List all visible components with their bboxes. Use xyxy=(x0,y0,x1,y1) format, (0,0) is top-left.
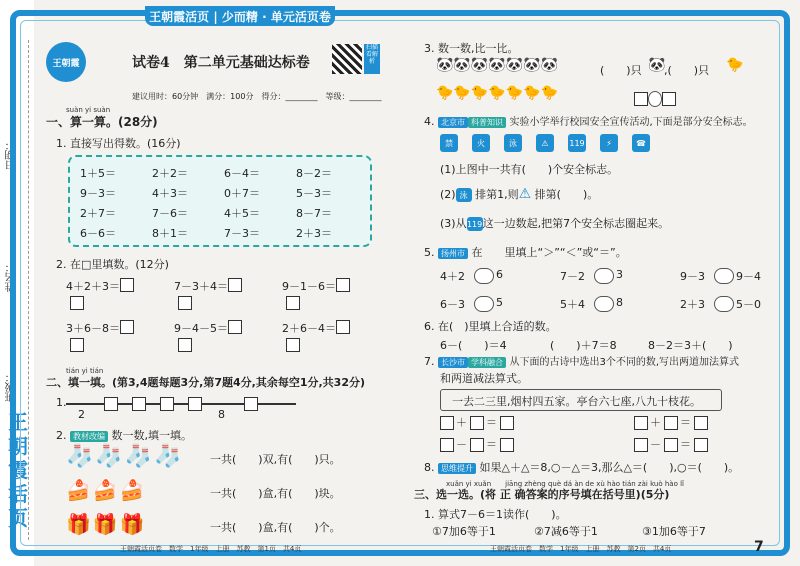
q7-tag: 长沙市 xyxy=(438,357,468,368)
q-count-text: 数一数,填一填。 xyxy=(111,429,192,442)
q8-line xyxy=(424,459,739,475)
q7-text: 从下面的古诗中选出3个不同的数,写出两道加法算式 xyxy=(509,357,740,368)
compare-circle[interactable] xyxy=(648,91,662,107)
calc-item: 8＋1＝ xyxy=(152,227,188,240)
safety-sign-icon: 泳 xyxy=(504,134,522,152)
q4-tag: 北京市 xyxy=(438,117,468,128)
q2-label-text: 2. 在□里填数。(12分) xyxy=(56,258,169,271)
numline-box[interactable] xyxy=(104,397,118,411)
sel-label: 1. 算式7－6＝1读作( )。 xyxy=(424,508,567,521)
calc-item: 7－3＝ xyxy=(224,227,260,240)
answer-box-small[interactable] xyxy=(178,338,192,352)
calc-item: 2＋2＝ xyxy=(152,167,188,180)
s3-pinyin: xuǎn yi xuǎn jiāng zhèng què dá àn de xù hào tián zài kuò hào lǐ xyxy=(446,480,684,488)
warning-sign-icon: ⚠ xyxy=(518,186,532,202)
q5-left: 2＋3 xyxy=(680,298,705,311)
q7-box[interactable] xyxy=(634,416,648,430)
q4-sub2c: 排第( )。 xyxy=(534,188,599,201)
poem-text: 一去二三里,烟村四五家。亭台六七座,八九十枝花。 xyxy=(452,395,701,408)
compare-circle[interactable] xyxy=(474,296,494,312)
q7-equals-icon: ＝ xyxy=(486,416,497,429)
q4-sub3b: 这一边数起,把第7个安全标志圈起来。 xyxy=(482,217,670,230)
safety-sign-icon: ⚡ xyxy=(600,134,618,152)
name-label: 姓名： xyxy=(6,262,17,292)
safety-sign-icon: ⚠ xyxy=(536,134,554,152)
sel-option-3: ③1加6等于7 xyxy=(642,525,706,538)
compare-circle[interactable] xyxy=(714,268,734,284)
q3-blank2: ,( )只 xyxy=(664,64,710,77)
logo-text: 王朝霞 xyxy=(52,58,80,69)
numline-box[interactable] xyxy=(244,397,258,411)
q5-left: 7－2 xyxy=(560,270,585,283)
qr-code-icon xyxy=(332,44,362,74)
q2-item: 2＋6－4＝ xyxy=(282,322,336,335)
q4-sub2 xyxy=(440,186,598,202)
number-line xyxy=(66,403,296,405)
q7-box[interactable] xyxy=(694,438,708,452)
calc-item: 6－4＝ xyxy=(224,167,260,180)
q7-operator-icon: ＋ xyxy=(650,416,661,429)
q2-item: 9－1－6＝ xyxy=(282,280,336,293)
section1-heading: 一、算一算。(28分) xyxy=(46,115,158,129)
q7-box[interactable] xyxy=(440,438,454,452)
cakes-image: 🍰🍰🍰 xyxy=(66,478,147,502)
swim-sign-icon: 泳 xyxy=(456,188,472,202)
count-line-2: 一共( )盒,有( )块。 xyxy=(210,487,341,500)
q5-left: 9－3 xyxy=(680,270,705,283)
calc-item: 8－7＝ xyxy=(296,207,332,220)
q7-box[interactable] xyxy=(634,438,648,452)
q4-num: 4. xyxy=(424,115,435,128)
numline-q: 1. xyxy=(56,396,67,409)
section3-heading: 三、选一选。(将 正 确答案的序号填在括号里)(5分) xyxy=(414,488,670,501)
boxes-image: 🎁🎁🎁 xyxy=(66,512,147,536)
q7-box[interactable] xyxy=(664,438,678,452)
numline-box[interactable] xyxy=(132,397,146,411)
q7-box[interactable] xyxy=(664,416,678,430)
safety-sign-icon: 119 xyxy=(568,134,586,152)
calc-item: 4＋3＝ xyxy=(152,187,188,200)
answer-box-small[interactable] xyxy=(286,338,300,352)
q5-right: 8 xyxy=(616,296,623,309)
q3-label: 3. 数一数,比一比。 xyxy=(424,42,519,55)
calc-item: 2＋7＝ xyxy=(80,207,116,220)
logo-badge xyxy=(46,42,86,82)
q4-sub1: (1)上图中一共有( )个安全标志。 xyxy=(440,163,619,176)
count-line-3: 一共( )盒,有( )个。 xyxy=(210,521,341,534)
class-label: 班级： xyxy=(6,372,17,402)
q5-tag: 扬州市 xyxy=(438,248,468,259)
numline-value: 2 xyxy=(78,408,85,421)
q5-text: 在 里填上“＞”“＜”或“＝”。 xyxy=(471,246,627,259)
q8-text: 如果△＋△＝8,○－△＝3,那么△＝( ),○＝( )。 xyxy=(479,461,740,474)
answer-box[interactable] xyxy=(120,320,134,334)
answer-box[interactable] xyxy=(336,278,350,292)
answer-box[interactable] xyxy=(228,320,242,334)
q-count-header xyxy=(56,427,192,443)
answer-box-small[interactable] xyxy=(286,296,300,310)
q2-item: 3＋6－8＝ xyxy=(66,322,120,335)
q7-box[interactable] xyxy=(694,416,708,430)
compare-box-1[interactable] xyxy=(634,92,648,106)
q7-text2: 和两道减法算式。 xyxy=(440,372,528,385)
q-count-num: 2. xyxy=(56,429,67,442)
q5-num: 5. xyxy=(424,246,435,259)
calc-item: 9－3＝ xyxy=(80,187,116,200)
calc-item: 0＋7＝ xyxy=(224,187,260,200)
date-label: 日期： xyxy=(6,140,17,170)
calc-item: 8－2＝ xyxy=(296,167,332,180)
numline-box[interactable] xyxy=(160,397,174,411)
safety-sign-icon: 火 xyxy=(472,134,490,152)
q5-right: 3 xyxy=(616,268,623,281)
q6-item-2: ( )＋7＝8 xyxy=(550,339,617,352)
q6-label: 6. 在( )里填上合适的数。 xyxy=(424,320,557,333)
answer-box[interactable] xyxy=(336,320,350,334)
phone-119-icon: 119 xyxy=(467,217,483,231)
q1-label: 1. 直接写出得数。(16分) xyxy=(56,137,181,150)
q7-header xyxy=(424,353,739,368)
safety-sign-icon: ☎ xyxy=(632,134,650,152)
q5-left: 4＋2 xyxy=(440,270,465,283)
q4-sub3 xyxy=(440,215,669,231)
sel-option-1: ①7加6等于1 xyxy=(432,525,496,538)
q2-item: 9－4－5＝ xyxy=(174,322,228,335)
q5-right: 5 xyxy=(496,296,503,309)
q6-item-3: 8－2＝3＋( ) xyxy=(648,339,733,352)
compare-circle[interactable] xyxy=(594,268,614,284)
calc-item: 4＋5＝ xyxy=(224,207,260,220)
q5-header xyxy=(424,244,627,260)
s2-pinyin: tián yi tián xyxy=(66,367,104,375)
q2-item: 7－3＋4＝ xyxy=(174,280,228,293)
panda-icon: 🐼 xyxy=(648,57,666,73)
chick-icon: 🐤 xyxy=(726,57,744,73)
panda-row: 🐼🐼🐼🐼🐼🐼🐼 xyxy=(436,57,559,73)
section2-heading: 二、填一填。(第3,4题每题3分,第7题4分,其余每空1分,共32分) xyxy=(46,376,365,389)
brand-vertical: 王朝霞活页 xyxy=(8,410,28,530)
calc-item: 2＋3＝ xyxy=(296,227,332,240)
right-footer: 王朝霞活页卷 数学 1年级 上册 苏教 第2页 共4页 xyxy=(490,545,672,553)
count-line-1: 一共( )双,有( )只。 xyxy=(210,453,341,466)
compare-box-2[interactable] xyxy=(662,92,676,106)
answer-box-small[interactable] xyxy=(178,296,192,310)
q2-item: 4＋2＋3＝ xyxy=(66,280,120,293)
meta-line: 建议用时：60分钟 满分：100分 得分：________ 等级：________ xyxy=(132,92,382,101)
answer-box-small[interactable] xyxy=(70,338,84,352)
q5-right: 9－4 xyxy=(736,270,761,283)
sel-option-2: ②7减6等于1 xyxy=(534,525,598,538)
q7-num: 7. xyxy=(424,355,435,368)
q4-tag2: 科普知识 xyxy=(468,117,506,128)
q7-box[interactable] xyxy=(440,416,454,430)
q4-text: 实验小学举行校园安全宣传活动,下面是部分安全标志。 xyxy=(509,117,753,128)
q7-equals-icon: ＝ xyxy=(680,438,691,451)
q7-equals-icon: ＝ xyxy=(680,416,691,429)
compare-boxes xyxy=(634,88,676,107)
q8-tag: 思维提升 xyxy=(438,463,476,474)
q4-sub2b: 排第1,则 xyxy=(475,188,519,201)
q-count-tag: 教材改编 xyxy=(70,431,108,442)
numline-value: 8 xyxy=(218,408,225,421)
calc-item: 1＋5＝ xyxy=(80,167,116,180)
q7-operator-icon: － xyxy=(456,438,467,451)
q7-box[interactable] xyxy=(470,416,484,430)
compare-circle[interactable] xyxy=(714,296,734,312)
left-footer: 王朝霞活页卷 数学 1年级 上册 苏教 第1页 共4页 xyxy=(120,545,302,553)
q7-box[interactable] xyxy=(470,438,484,452)
compare-circle[interactable] xyxy=(474,268,494,284)
calc-item: 7－6＝ xyxy=(152,207,188,220)
q5-left: 5＋4 xyxy=(560,298,585,311)
q4-sub2a: (2) xyxy=(440,188,456,201)
q5-right: 5－0 xyxy=(736,298,761,311)
q7-operator-icon: － xyxy=(650,438,661,451)
s1-pinyin: suàn yi suàn xyxy=(66,106,111,114)
compare-circle[interactable] xyxy=(594,296,614,312)
q6-item-1: 6－( )＝4 xyxy=(440,339,507,352)
answer-box[interactable] xyxy=(120,278,134,292)
q7-operator-icon: ＋ xyxy=(456,416,467,429)
q4-header xyxy=(424,113,753,128)
answer-box-small[interactable] xyxy=(70,296,84,310)
answer-box[interactable] xyxy=(228,278,242,292)
q3-blank1: ( )只 xyxy=(600,64,642,77)
brand-bar: 王朝霞活页 | 少而精 · 单元活页卷 xyxy=(145,6,335,26)
q7-box[interactable] xyxy=(500,416,514,430)
calc-item: 5－3＝ xyxy=(296,187,332,200)
numline-box[interactable] xyxy=(188,397,202,411)
socks-image: 🧦🧦🧦🧦 xyxy=(66,444,184,469)
q8-num: 8. xyxy=(424,461,435,474)
q2-label xyxy=(56,256,169,272)
q7-equals-icon: ＝ xyxy=(486,438,497,451)
q4-sub3a: (3)从 xyxy=(440,217,467,230)
safety-sign-icon: 禁 xyxy=(440,134,458,152)
calc-item: 6－6＝ xyxy=(80,227,116,240)
chick-row: 🐤🐤🐤🐤🐤🐤🐤 xyxy=(436,85,559,101)
page-number: 7 xyxy=(754,539,764,555)
q7-box[interactable] xyxy=(500,438,514,452)
qr-label: 扫描看解析 xyxy=(364,44,380,74)
q5-right: 6 xyxy=(496,268,503,281)
q7-tag2: 学科融合 xyxy=(468,357,506,368)
q5-left: 6－3 xyxy=(440,298,465,311)
page-title: 试卷4 第二单元基础达标卷 xyxy=(132,55,310,71)
